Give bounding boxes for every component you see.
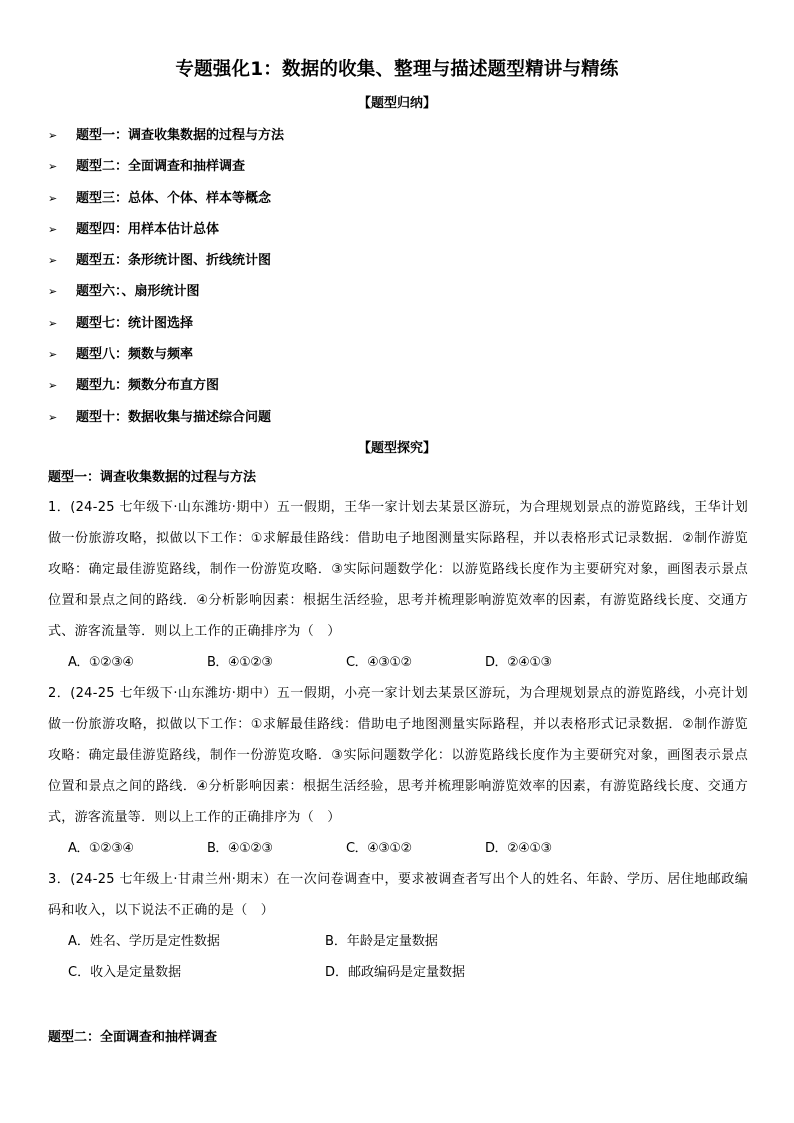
option-b: B．④①②③: [207, 655, 273, 670]
list-item: [48, 251, 284, 282]
option-c: C．收入是定量数据: [68, 965, 182, 980]
list-item-label: 题型十：数据收集与描述综合问题: [76, 409, 272, 425]
option-c: C．④③①②: [346, 841, 412, 856]
arrow-bullet-icon: ➢: [48, 129, 58, 142]
question-1: [48, 492, 748, 678]
list-item: [48, 220, 284, 251]
exercise-content: [48, 466, 748, 1052]
list-item-label: 题型六：、扇形统计图: [76, 284, 200, 300]
question-3: [48, 864, 748, 988]
answer-options: [48, 647, 748, 678]
question-type-list: [48, 126, 284, 439]
list-item-label: 题型八：频数与频率: [76, 347, 194, 363]
option-b: B．④①②③: [207, 841, 273, 856]
arrow-bullet-icon: ➢: [48, 316, 58, 330]
section-heading-exploration: 【题型探究】: [357, 441, 436, 456]
document-title: 专题强化1：数据的收集、整理与描述题型精讲与精练: [175, 59, 619, 80]
option-a: A．姓名、学历是定性数据: [68, 934, 220, 949]
option-c: C．④③①②: [346, 655, 412, 670]
list-item: [48, 126, 284, 157]
arrow-bullet-icon: ➢: [48, 285, 58, 299]
option-a: A．①②③④: [68, 841, 134, 856]
list-item: [48, 345, 284, 376]
option-d: D．②④①③: [485, 655, 552, 670]
arrow-bullet-icon: ➢: [48, 254, 58, 268]
question-stem: 2．(24-25 七年级下·山东潍坊·期中）五一假期，小亮一家计划去某景区游玩，为合理规划景点的游览路线，小亮计划做一份旅游攻略，拟做以下工作：①求解最佳路线：借助电子地图测量实际路程，并以表格形式记录数据．②制作游览攻略：确定最佳游览路线，制作一份游览攻略．③实际问题数学化：以游览路线长度作为主要研究对象，画图表示景点位置和景点之间的路线．④分析影响因素：根据生活经验，思考并梳理影响游览效率的因素，有游览路线长度、交通方式，游客流量等．则以上工作的正确排序为（ ）: [48, 686, 748, 825]
question-type-heading: 题型一：调查收集数据的过程与方法: [48, 470, 257, 485]
arrow-bullet-icon: ➢: [48, 348, 58, 362]
arrow-bullet-icon: ➢: [48, 222, 58, 236]
list-item: [48, 157, 284, 188]
section-heading-summary: 【题型归纳】: [357, 96, 436, 111]
list-item-label: 题型四：用样本估计总体: [76, 221, 220, 237]
option-b: B．年龄是定量数据: [325, 934, 438, 949]
answer-options-row-1: [48, 926, 748, 957]
list-item: [48, 376, 284, 407]
list-item-label: 题型五：条形统计图、折线统计图: [76, 253, 272, 269]
question-stem: 3．(24-25 七年级上·甘肃兰州·期末）在一次问卷调查中，要求被调查者写出个人的姓名、年龄、学历、居住地邮政编码和收入，以下说法不正确的是（ ）: [48, 872, 748, 918]
list-item-label: 题型一：调查收集数据的过程与方法: [76, 128, 285, 143]
answer-options-row-2: [48, 957, 748, 988]
question-2: [48, 678, 748, 864]
list-item: [48, 408, 284, 439]
answer-options: [48, 833, 748, 864]
list-item-label: 题型二：全面调查和抽样调查: [76, 159, 246, 175]
arrow-bullet-icon: ➢: [48, 191, 58, 205]
option-a: A．①②③④: [68, 655, 134, 670]
list-item-label: 题型七：统计图选择: [76, 315, 194, 331]
arrow-bullet-icon: ➢: [48, 379, 58, 393]
list-item: [48, 282, 284, 313]
list-item: [48, 189, 284, 220]
option-d: D．②④①③: [485, 841, 552, 856]
list-item: [48, 314, 284, 345]
list-item-label: 题型三：总体、个体、样本等概念: [76, 190, 272, 206]
question-type-heading: 题型二：全面调查和抽样调查: [48, 1030, 218, 1045]
arrow-bullet-icon: ➢: [48, 410, 58, 424]
section-spacer: [48, 988, 748, 1026]
question-stem: 1．(24-25 七年级下·山东潍坊·期中）五一假期，王华一家计划去某景区游玩，为合理规划景点的游览路线，王华计划做一份旅游攻略，拟做以下工作：①求解最佳路线：借助电子地图测量实际路程，并以表格形式记录数据．②制作游览攻略：确定最佳游览路线，制作一份游览攻略．③实际问题数学化：以游览路线长度作为主要研究对象，画图表示景点位置和景点之间的路线．④分析影响因素：根据生活经验，思考并梳理影响游览效率的因素，有游览路线长度、交通方式、游客流量等．则以上工作的正确排序为（ ）: [48, 500, 748, 639]
list-item-label: 题型九：频数分布直方图: [76, 378, 220, 394]
option-d: D．邮政编码是定量数据: [325, 965, 466, 980]
arrow-bullet-icon: ➢: [48, 160, 58, 174]
